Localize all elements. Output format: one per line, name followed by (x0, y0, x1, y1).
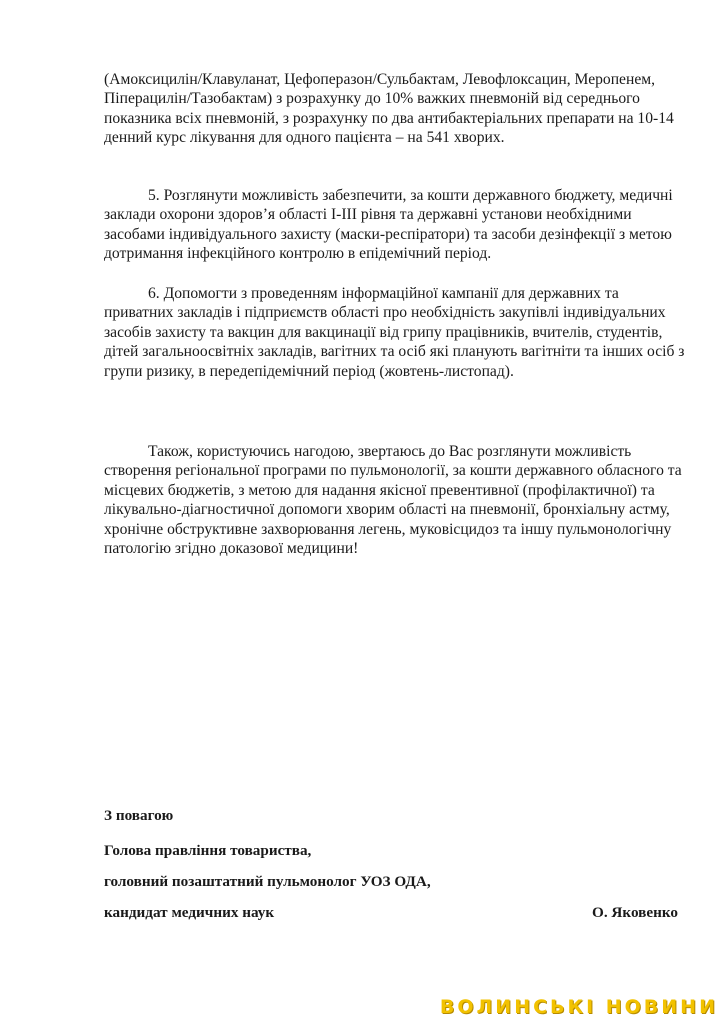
signature-name: О. Яковенко (592, 904, 678, 921)
signature-position-1: Голова правління товариства, (104, 842, 312, 859)
paragraph-closing-request: Також, користуючись нагодою, звертаюсь до Вас розглянути можливість створення регіональної програми по пульмонології, за кошти державного обласного та місцевих бюджетів, з метою для надання якісної превентивної (профілактичної) та лікувально-діагностичної допомоги хворим області на пневмонії, бронхіальну астму, хронічне обструктивне захворювання легень, муковісцидоз та іншу пульмонологічну патологію згідно доказової медицини! (104, 443, 682, 558)
signature-regards: З повагою (104, 807, 174, 824)
watermark-logo: ВОЛИНСЬКІ НОВИНИ (439, 996, 718, 1018)
paragraph-item-6: 6. Допомогти з проведенням інформаційної кампанії для державних та приватних закладів і підприємств області про необхідність закупівлі індивідуальних засобів захисту та вакцин для вакцинації від грипу працівників, вчителів, студентів, дітей загальноосвітніх закладів, вагітних та осіб які планують вагітніти та інших осіб з групи ризику, в передепідемічний період (жовтень-листопад). (104, 285, 685, 380)
signature-degree: кандидат медичних наук (104, 904, 275, 921)
paragraph-item-5: 5. Розглянути можливість забезпечити, за кошти державного бюджету, медичні заклади охорони здоров’я області І-ІІІ рівня та державні установи необхідними засобами індивідуального захисту (маски-респіратори) та засоби дезінфекції з метою дотримання інфекційного контролю в епідемічний період. (104, 187, 673, 263)
paragraph-antibiotics: (Амоксицилін/Клавуланат, Цефоперазон/Сульбактам, Левофлоксацин, Меропенем, Піперацилін/Тазобактам) з розрахунку до 10% важких пневмоній від середнього показника всіх пневмоній, з розрахунку по два антибактеріальних препарати на 10-14 денний курс лікування для одного пацієнта – на 541 хворих. (104, 71, 674, 147)
signature-position-2: головний позаштатний пульмонолог УОЗ ОДА, (104, 873, 431, 890)
